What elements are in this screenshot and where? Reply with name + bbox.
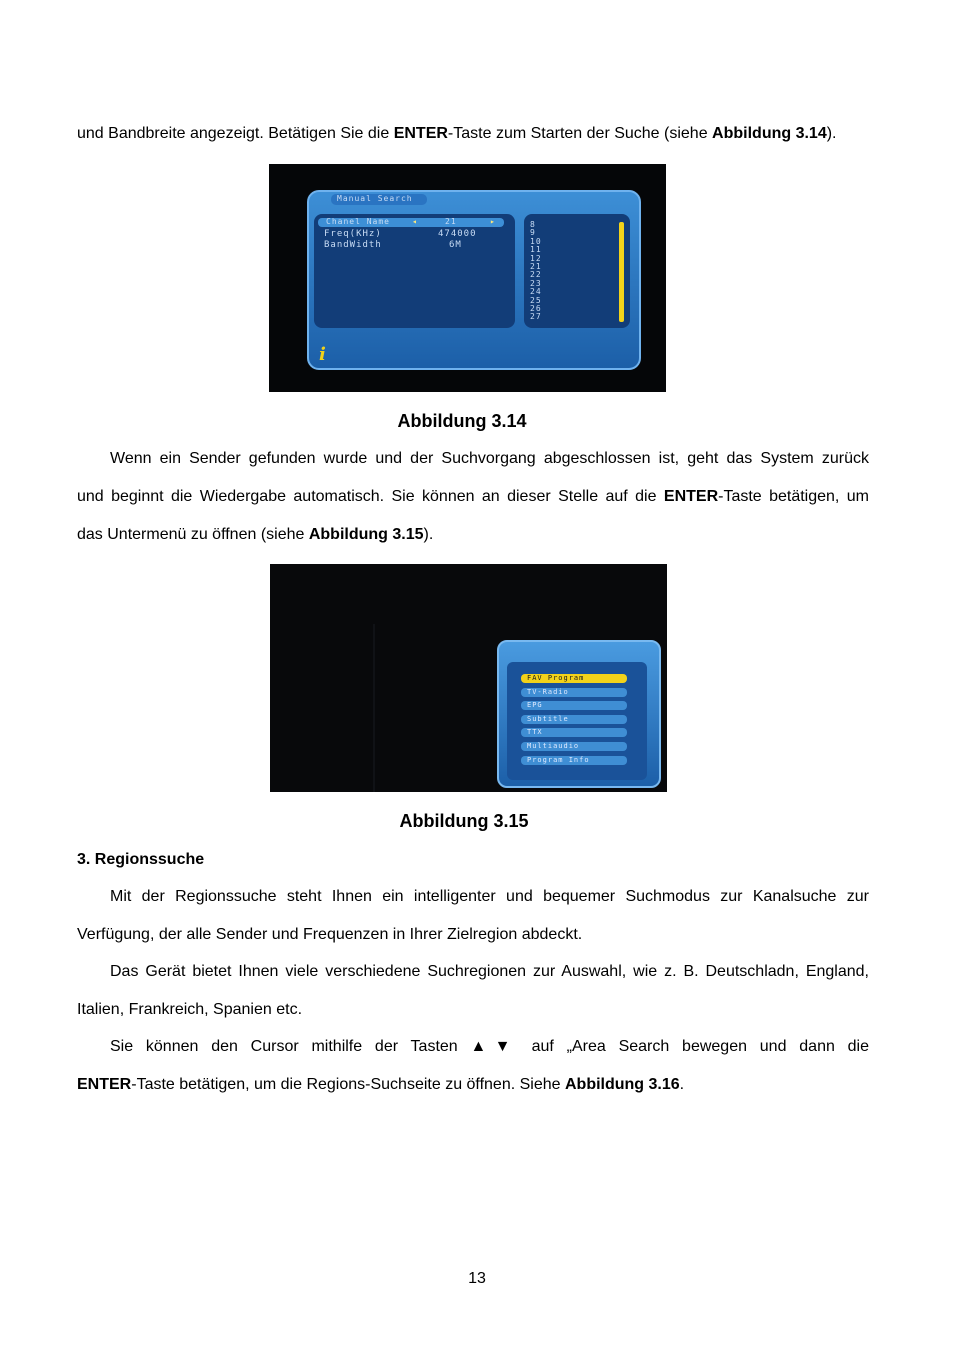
paragraph-line: das Untermenü zu öffnen (siehe Abbildung 3.15). [77, 526, 434, 543]
info-icon: i [319, 344, 326, 365]
page-number: 13 [468, 1270, 486, 1287]
bandwidth-value: 6M [449, 240, 462, 250]
channel-list-item[interactable]: 24 [530, 287, 542, 297]
paragraph-line: Verfügung, der alle Sender und Frequenzen in Ihrer Zielregion abdeckt. [77, 926, 583, 943]
channel-list-item[interactable]: 23 [530, 278, 542, 288]
submenu-item[interactable]: Program Info [521, 756, 627, 765]
channel-list-item[interactable]: 12 [530, 253, 542, 263]
channel-list-item[interactable]: 22 [530, 270, 542, 280]
figure-submenu [270, 564, 667, 792]
bandwidth-label: BandWidth [324, 240, 382, 250]
channel-list-box [524, 214, 630, 328]
menu-panel [307, 190, 641, 370]
channel-list-item[interactable]: 26 [530, 304, 542, 313]
channel-list-item[interactable]: 9 [530, 228, 536, 238]
figure-manual-search [269, 164, 666, 392]
submenu-panel [497, 640, 661, 788]
paragraph-line: Wenn ein Sender gefunden wurde und der Suchvorgang abgeschlossen ist, geht das System zurück [110, 450, 869, 467]
channel-list-item[interactable]: 27 [530, 312, 542, 322]
settings-box [314, 214, 515, 328]
section-heading: 3. Regionssuche [77, 851, 205, 868]
submenu-item[interactable]: TTX [521, 728, 627, 737]
channel-list-item[interactable]: 21 [530, 262, 542, 271]
paragraph-line: ENTER-Taste betätigen, um die Regions-Suchseite zu öffnen. Siehe Abbildung 3.16. [77, 1076, 685, 1093]
submenu-item[interactable]: EPG [521, 701, 627, 710]
channel-list-item[interactable]: 25 [530, 295, 542, 305]
paragraph-line: Das Gerät bietet Ihnen viele verschiedene Suchregionen zur Auswahl, wie z. B. Deutschladn, England, [110, 963, 869, 980]
submenu-item[interactable]: Subtitle [521, 715, 627, 724]
submenu-item[interactable]: Multiaudio [521, 742, 627, 751]
caption-figure-3-15: Abbildung 3.15 [399, 811, 529, 831]
menu-title: Manual Search [337, 194, 413, 203]
caption-figure-3-14: Abbildung 3.14 [397, 411, 527, 431]
channel-list-item[interactable]: 8 [530, 220, 536, 229]
paragraph-line: Mit der Regionssuche steht Ihnen ein intelligenter und bequemer Suchmodus zur Kanalsuche zur [110, 888, 869, 905]
channel-list-item[interactable]: 10 [530, 236, 542, 246]
paragraph-line: und beginnt die Wiedergabe automatisch. Sie können an dieser Stelle auf die ENTER-Taste betätigen, um [77, 488, 869, 505]
divider [373, 624, 375, 792]
chanel-label: Chanel Name [326, 217, 390, 226]
paragraph-intro: und Bandbreite angezeigt. Betätigen Sie die ENTER-Taste zum Starten der Suche (siehe Abbildung 3.14). [77, 125, 837, 142]
submenu-item[interactable]: FAV Program [521, 674, 627, 683]
scrollbar[interactable] [619, 222, 624, 322]
chanel-value: 21 [445, 217, 457, 226]
arrow-right-icon[interactable]: ▸ [490, 217, 496, 226]
arrow-left-icon[interactable]: ◂ [412, 217, 418, 226]
paragraph-line: Italien, Frankreich, Spanien etc. [77, 1001, 303, 1018]
submenu-item[interactable]: TV-Radio [521, 688, 627, 697]
channel-list-item[interactable]: 11 [530, 245, 542, 255]
paragraph-line: Sie können den Cursor mithilfe der Tasten ▲▼ auf „Area Search bewegen und dann die [110, 1038, 869, 1055]
freq-value: 474000 [438, 229, 477, 239]
freq-label: Freq(KHz) [324, 229, 382, 239]
